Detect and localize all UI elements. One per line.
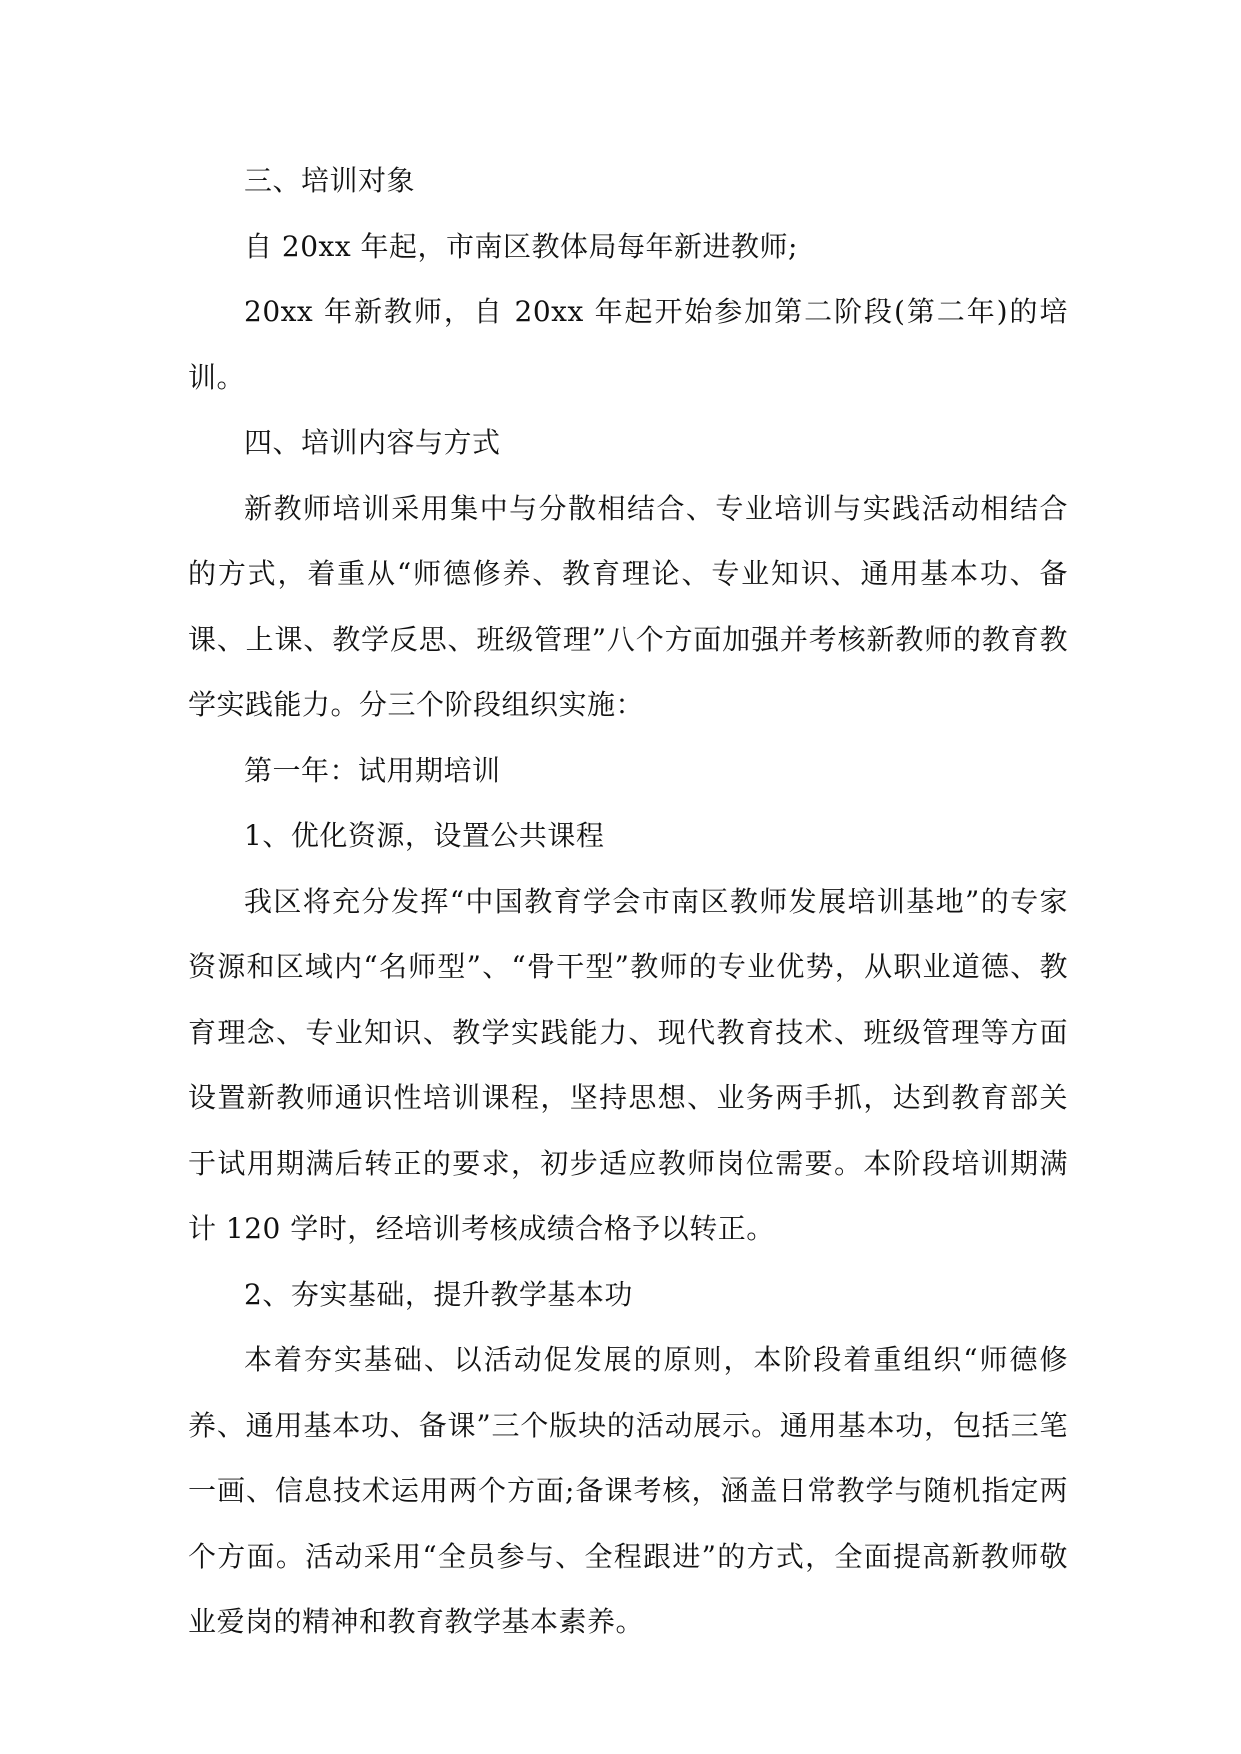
paragraph-second-stage: 20xx 年新教师，自 20xx 年起开始参加第二阶段(第二年)的培训。 bbox=[188, 295, 1068, 394]
heading-basic-skills: 2、夯实基础，提升教学基本功 bbox=[244, 1277, 633, 1311]
paragraph-training-method: 新教师培训采用集中与分散相结合、专业培训与实践活动相结合的方式，着重从“师德修养、教育理论、专业知识、通用基本功、备课、上课、教学反思、班级管理”八个方面加强并考核新教师的教育教学实践能力。分三个阶段组织实施： bbox=[188, 491, 1068, 721]
heading-first-year: 第一年：试用期培训 bbox=[244, 753, 501, 787]
heading-training-content: 四、培训内容与方式 bbox=[244, 426, 501, 459]
heading-training-targets: 三、培训对象 bbox=[244, 164, 416, 197]
paragraph-basic-skills: 本着夯实基础、以活动促发展的原则，本阶段着重组织“师德修养、通用基本功、备课”三个版块的活动展示。通用基本功，包括三笔一画、信息技术运用两个方面;备课考核，涵盖日常教学与随机指定两个方面。活动采用“全员参与、全程跟进”的方式，全面提高新教师敬业爱岗的精神和教育教学基本素养。 bbox=[188, 1343, 1068, 1638]
paragraph-new-teachers-yearly: 自 20xx 年起，市南区教体局每年新进教师; bbox=[244, 229, 798, 263]
heading-optimize-resources: 1、优化资源，设置公共课程 bbox=[244, 819, 605, 852]
paragraph-public-courses: 我区将充分发挥“中国教育学会市南区教师发展培训基地”的专家资源和区域内“名师型”、“骨干型”教师的专业优势，从职业道德、教育理念、专业知识、教学实践能力、现代教育技术、班级管理等方面设置新教师通识性培训课程，坚持思想、业务两手抓，达到教育部关于试用期满后转正的要求，初步适应教师岗位需要。本阶段培训期满计 120 学时，经培训考核成绩合格予以转正。 bbox=[188, 884, 1068, 1245]
document-body bbox=[188, 148, 1068, 1655]
